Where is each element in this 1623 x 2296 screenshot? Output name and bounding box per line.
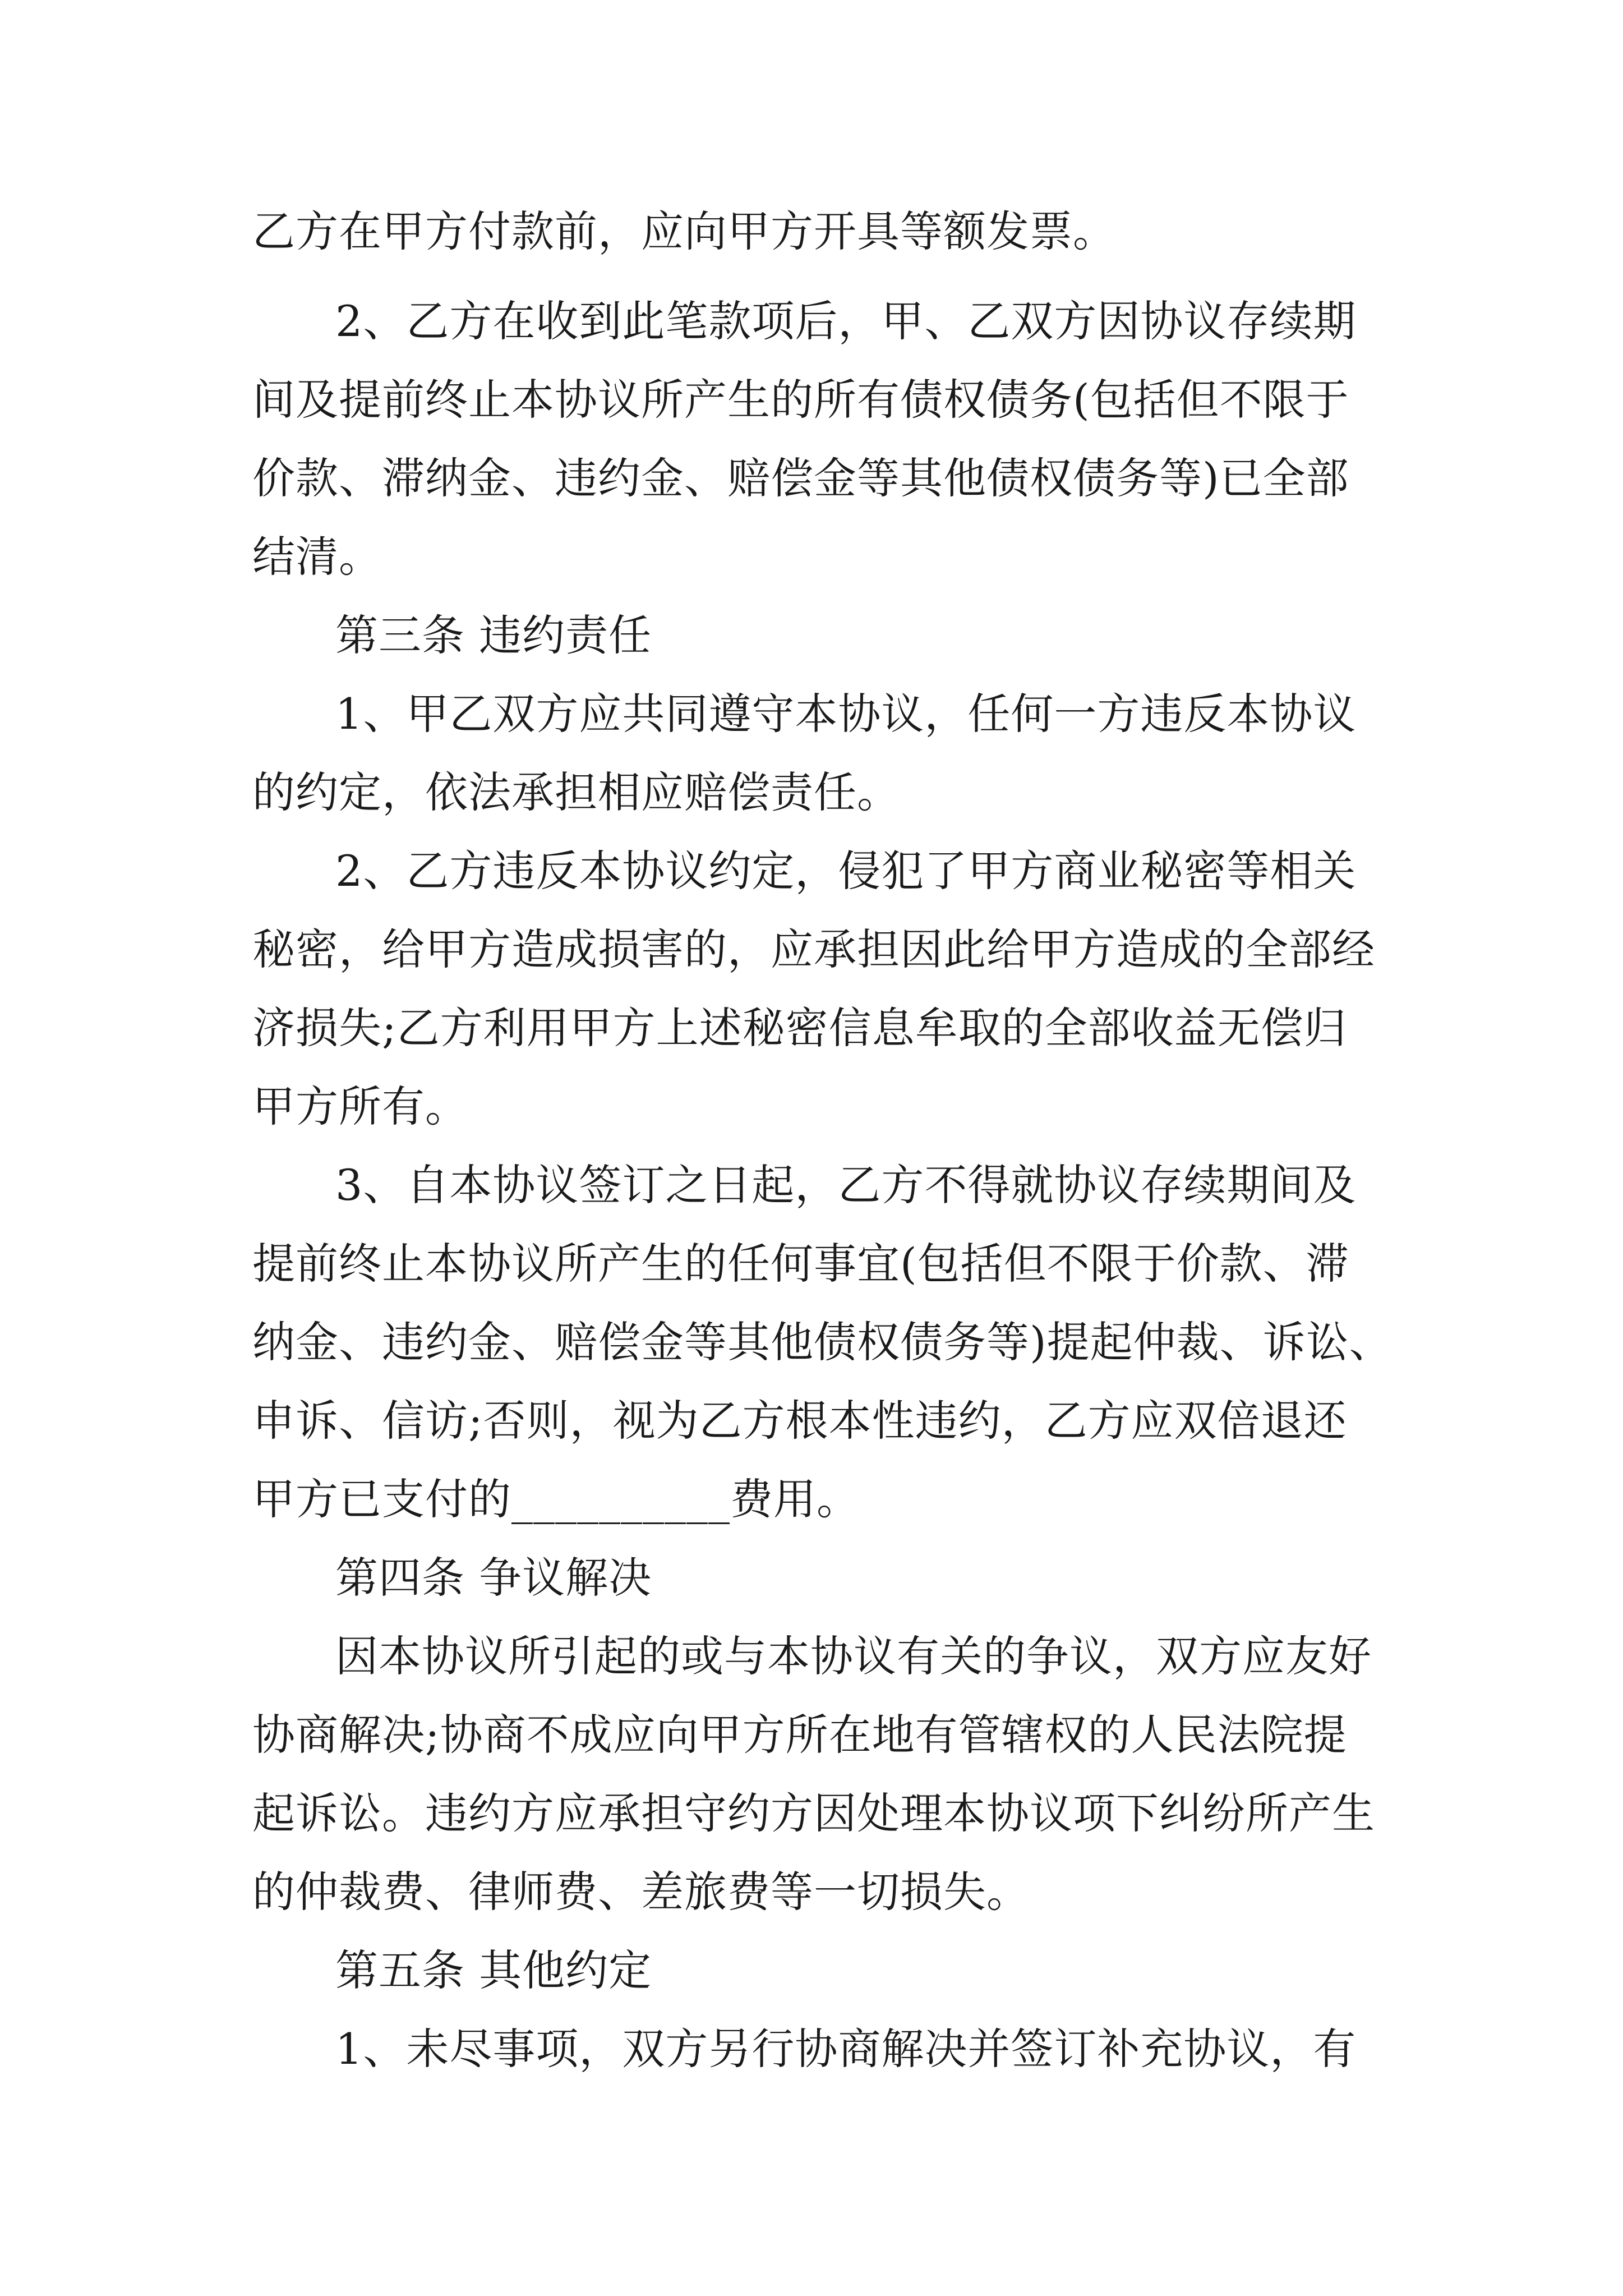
paragraph-line: 纳金、违约金、赔偿金等其他债权债务等)提起仲裁、诉讼、 <box>252 1317 1393 1367</box>
section-heading: 第四条 争议解决 <box>335 1553 652 1603</box>
paragraph-line: 2、乙方违反本协议约定，侵犯了甲方商业秘密等相关 <box>335 846 1357 896</box>
paragraph-line: 甲方已支付的__________费用。 <box>252 1474 860 1524</box>
paragraph-line: 申诉、信访;否则，视为乙方根本性违约，乙方应双倍退还 <box>252 1396 1347 1446</box>
paragraph-line: 的约定，依法承担相应赔偿责任。 <box>252 767 900 817</box>
paragraph-line: 济损失;乙方利用甲方上述秘密信息牟取的全部收益无偿归 <box>252 1003 1347 1053</box>
paragraph-line: 提前终止本协议所产生的任何事宜(包括但不限于价款、滞 <box>252 1239 1349 1289</box>
paragraph-line: 2、乙方在收到此笔款项后，甲、乙双方因协议存续期 <box>335 296 1357 346</box>
paragraph-line: 起诉讼。违约方应承担守约方因处理本协议项下纠纷所产生 <box>252 1788 1375 1838</box>
paragraph-line: 甲方所有。 <box>252 1082 468 1131</box>
paragraph-line: 价款、滞纳金、违约金、赔偿金等其他债权债务等)已全部 <box>252 453 1349 503</box>
paragraph-line: 1、甲乙双方应共同遵守本协议，任何一方违反本协议 <box>335 689 1357 739</box>
paragraph-line: 乙方在甲方付款前，应向甲方开具等额发票。 <box>252 206 1116 256</box>
paragraph-line: 3、自本协议签订之日起，乙方不得就协议存续期间及 <box>335 1160 1357 1210</box>
paragraph-line: 因本协议所引起的或与本协议有关的争议，双方应友好 <box>335 1631 1372 1681</box>
paragraph-line: 结清。 <box>252 532 382 582</box>
section-heading: 第五条 其他约定 <box>335 1945 652 1995</box>
section-heading: 第三条 违约责任 <box>335 610 652 660</box>
paragraph-line: 的仲裁费、律师费、差旅费等一切损失。 <box>252 1867 1030 1917</box>
paragraph-line: 协商解决;协商不成应向甲方所在地有管辖权的人民法院提 <box>252 1710 1347 1760</box>
paragraph-line: 间及提前终止本协议所产生的所有债权债务(包括但不限于 <box>252 375 1349 425</box>
paragraph-line: 1、未尽事项，双方另行协商解决并签订补充协议，有 <box>335 2024 1357 2074</box>
paragraph-line: 秘密，给甲方造成损害的，应承担因此给甲方造成的全部经 <box>252 924 1375 974</box>
